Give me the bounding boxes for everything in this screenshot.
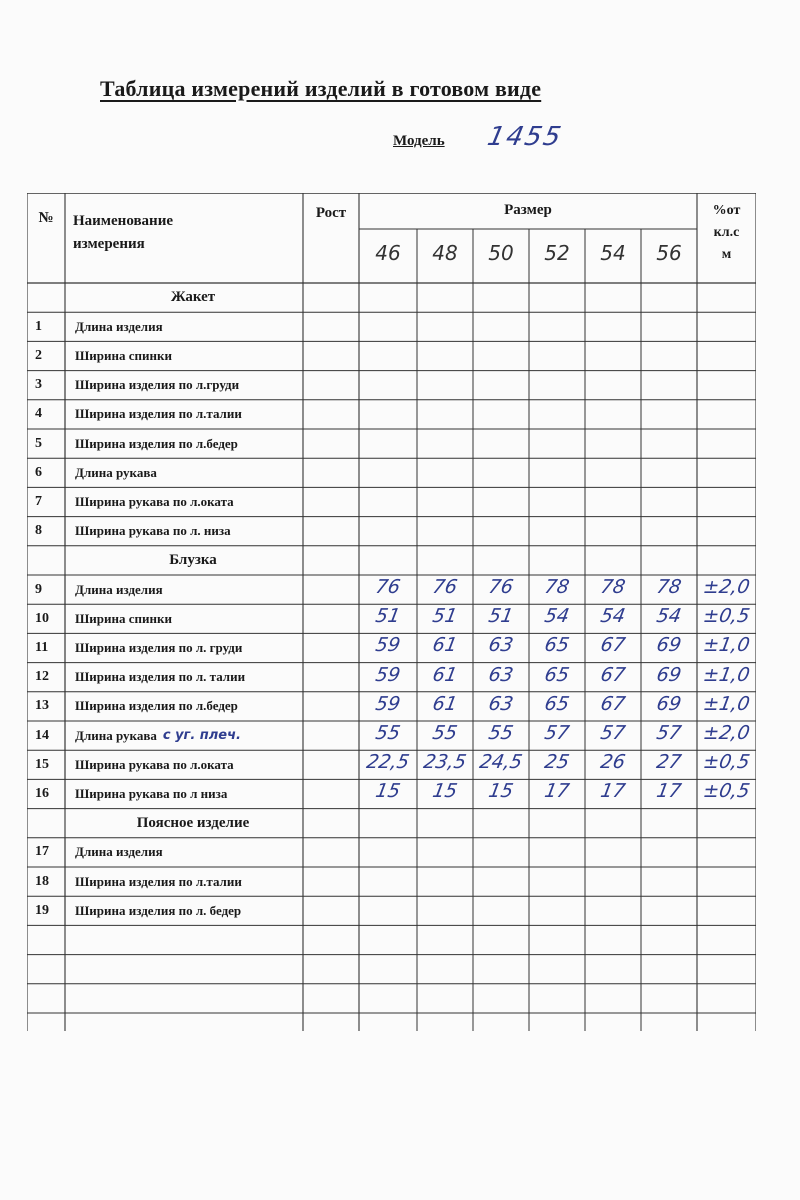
tolerance-value: ±2,0 — [701, 721, 752, 744]
row-number: 4 — [35, 406, 42, 422]
row-number: 18 — [35, 873, 49, 889]
row-number: 9 — [35, 581, 42, 597]
measure-value: 67 — [598, 663, 628, 686]
header-height: Рост — [315, 204, 347, 221]
row-number: 11 — [35, 639, 49, 655]
size-column-46: 46 — [375, 241, 401, 265]
measurement-table — [27, 193, 756, 1031]
measure-value: 69 — [654, 692, 684, 715]
row-number: 2 — [35, 347, 42, 363]
measure-value: 67 — [598, 633, 628, 656]
row-name: Ширина изделия по л. талии — [75, 669, 246, 685]
row-number: 10 — [35, 610, 49, 626]
row-name: Длина рукава — [75, 464, 157, 480]
measure-value: 51 — [373, 604, 403, 627]
measure-value: 51 — [430, 604, 460, 627]
row-name: Ширина изделия по л.бедер — [75, 435, 238, 451]
measure-value: 54 — [542, 604, 572, 627]
row-note: с уг. плеч. — [162, 728, 241, 744]
row-name: Длина рукава — [75, 727, 157, 743]
row-number: 19 — [35, 902, 49, 918]
section-jacket: Жакет — [170, 289, 216, 306]
measure-value: 61 — [430, 663, 460, 686]
row-name: Ширина рукава по л.оката — [75, 756, 234, 772]
header-size: Размер — [504, 201, 552, 218]
measure-value: 54 — [598, 604, 628, 627]
measure-value: 63 — [486, 663, 516, 686]
measure-value: 59 — [373, 663, 403, 686]
row-number: 6 — [35, 464, 42, 480]
measure-value: 76 — [486, 575, 516, 598]
row-number: 3 — [35, 377, 42, 393]
tolerance-value: ±1,0 — [701, 692, 752, 715]
model-number: 1455 — [484, 122, 566, 152]
row-name: Ширина изделия по л. груди — [75, 639, 243, 655]
header-number: № — [38, 209, 54, 226]
measure-value: 61 — [430, 633, 460, 656]
measure-value: 57 — [654, 721, 684, 744]
size-column-56: 56 — [656, 241, 682, 265]
row-number: 1 — [35, 318, 42, 334]
size-column-52: 52 — [544, 241, 570, 265]
measure-value: 26 — [598, 750, 628, 773]
measure-value: 17 — [598, 779, 628, 802]
measure-value: 65 — [542, 663, 572, 686]
measure-value: 59 — [373, 692, 403, 715]
header-name — [65, 193, 303, 273]
measure-value: 15 — [486, 779, 516, 802]
row-name: Ширина изделия по л.бедер — [75, 698, 238, 714]
tolerance-value: ±1,0 — [701, 633, 752, 656]
measure-value: 65 — [542, 633, 572, 656]
measure-value: 25 — [542, 750, 572, 773]
header-percent — [697, 193, 756, 273]
measure-value: 17 — [542, 779, 572, 802]
row-name: Ширина изделия по л.груди — [75, 377, 240, 393]
tolerance-value: ±0,5 — [701, 779, 752, 802]
row-number: 12 — [35, 669, 49, 685]
tolerance-value: ±2,0 — [701, 575, 752, 598]
row-number: 16 — [35, 785, 49, 801]
size-column-54: 54 — [600, 241, 626, 265]
measure-value: 55 — [486, 721, 516, 744]
measure-value: 69 — [654, 663, 684, 686]
row-number: 15 — [35, 756, 49, 772]
measure-value: 57 — [542, 721, 572, 744]
measure-value: 27 — [654, 750, 684, 773]
measure-value: 59 — [373, 633, 403, 656]
row-name-with-note — [65, 721, 365, 750]
measure-value: 17 — [654, 779, 684, 802]
measure-value: 61 — [430, 692, 460, 715]
measure-value: 63 — [486, 633, 516, 656]
row-name: Ширина изделия по л.талии — [75, 873, 242, 889]
row-name: Ширина спинки — [75, 610, 172, 626]
row-name: Ширина изделия по л. бедер — [75, 902, 242, 918]
measure-value: 54 — [654, 604, 684, 627]
measure-value: 78 — [598, 575, 628, 598]
measure-value: 23,5 — [421, 750, 469, 773]
measure-value: 55 — [430, 721, 460, 744]
header-name-line1: Наименование — [73, 213, 173, 229]
measure-value: 15 — [373, 779, 403, 802]
row-name: Длина изделия — [75, 318, 163, 334]
measure-value: 76 — [430, 575, 460, 598]
row-name: Ширина рукава по л.оката — [75, 493, 234, 509]
size-column-48: 48 — [432, 241, 458, 265]
measure-value: 22,5 — [364, 750, 412, 773]
section-belt: Поясное изделие — [136, 814, 250, 831]
measure-value: 65 — [542, 692, 572, 715]
page-title: Таблица измерений изделий в готовом виде — [100, 76, 542, 101]
size-column-50: 50 — [488, 241, 514, 265]
measure-value: 69 — [654, 633, 684, 656]
row-name: Длина изделия — [75, 844, 163, 860]
measure-value: 78 — [542, 575, 572, 598]
measure-value: 76 — [373, 575, 403, 598]
measure-value: 67 — [598, 692, 628, 715]
measure-value: 51 — [486, 604, 516, 627]
row-name: Ширина рукава по л. низа — [75, 523, 231, 539]
header-percent-line1: %от — [712, 203, 741, 218]
measure-value: 55 — [373, 721, 403, 744]
measure-value: 24,5 — [477, 750, 525, 773]
row-number: 8 — [35, 523, 42, 539]
measure-value: 15 — [430, 779, 460, 802]
header-percent-line3: м — [721, 247, 732, 262]
measure-value: 63 — [486, 692, 516, 715]
tolerance-value: ±0,5 — [701, 750, 752, 773]
row-number: 17 — [35, 844, 49, 860]
tolerance-value: ±1,0 — [701, 663, 752, 686]
tolerance-value: ±0,5 — [701, 604, 752, 627]
row-name: Ширина рукава по л низа — [75, 785, 228, 801]
measure-value: 57 — [598, 721, 628, 744]
row-name: Ширина спинки — [75, 347, 172, 363]
section-blouse: Блузка — [169, 551, 217, 568]
model-label: Модель — [393, 133, 445, 149]
row-number: 5 — [35, 435, 42, 451]
header-name-line2: измерения — [73, 236, 145, 252]
header-percent-line2: кл.с — [713, 225, 740, 240]
row-number: 14 — [35, 727, 49, 743]
row-number: 13 — [35, 698, 49, 714]
measure-value: 78 — [654, 575, 684, 598]
row-name: Ширина изделия по л.талии — [75, 406, 242, 422]
row-number: 7 — [35, 493, 42, 509]
row-name: Длина изделия — [75, 581, 163, 597]
